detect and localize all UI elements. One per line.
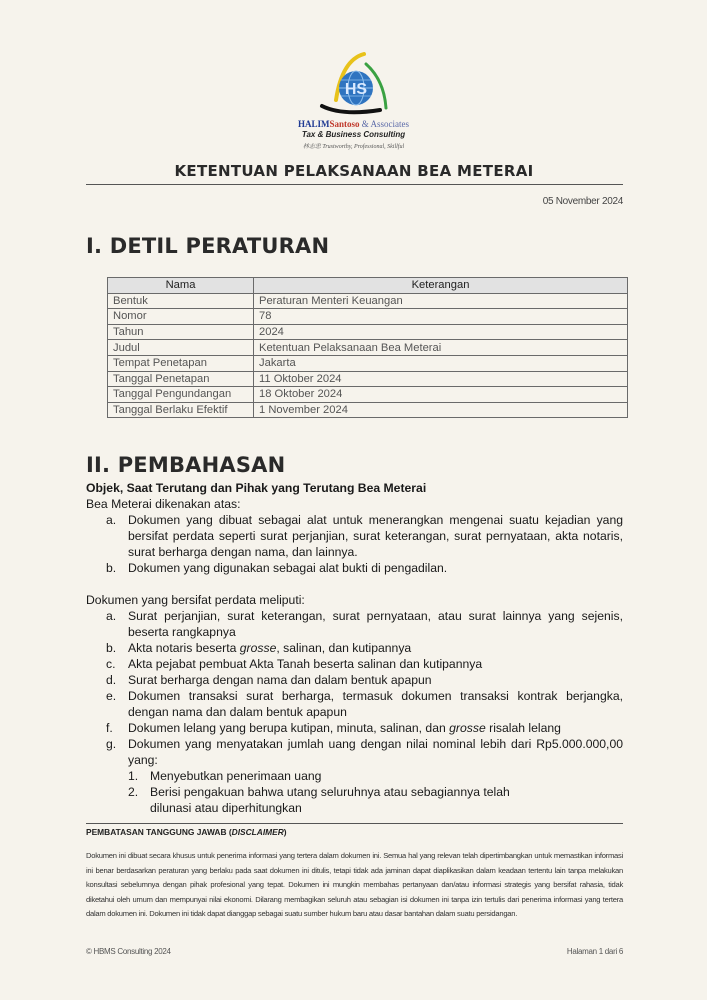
list-item: b. Akta notaris beserta grosse, salinan, dan kutipannya bbox=[106, 641, 412, 655]
list-item: f. Dokumen lelang yang berupa kutipan, minuta, salinan, dan grosse risalah lelang bbox=[106, 721, 561, 735]
table-row bbox=[108, 309, 628, 325]
table-row bbox=[108, 324, 628, 340]
column-header-keterangan: Keterangan bbox=[254, 278, 628, 294]
regulation-details-table bbox=[107, 277, 628, 418]
row-label: Tempat Penetapan bbox=[108, 355, 254, 371]
page-number: Halaman 1 dari 6 bbox=[566, 947, 623, 956]
list-item: d. Surat berharga dengan nama dan dalam bentuk apapun bbox=[106, 673, 432, 687]
row-label: Tanggal Berlaku Efektif bbox=[108, 402, 254, 418]
row-label: Nomor bbox=[108, 309, 254, 325]
list-item: 1. Menyebutkan penerimaan uang bbox=[128, 769, 322, 783]
section-subheading: Objek, Saat Terutang dan Pihak yang Terutang Bea Meterai bbox=[86, 481, 427, 495]
title-divider bbox=[86, 184, 623, 185]
disclaimer-divider bbox=[86, 823, 623, 824]
section-2-body bbox=[86, 480, 623, 816]
sub-list bbox=[128, 768, 623, 816]
document-title: KETENTUAN PELAKSANAAN BEA METERAI bbox=[174, 162, 534, 180]
table-row bbox=[108, 355, 628, 371]
table-row bbox=[108, 340, 628, 356]
row-value: Peraturan Menteri Keuangan bbox=[254, 293, 628, 309]
footer-copyright: © HBMS Consulting 2024 bbox=[86, 947, 171, 956]
row-label: Judul bbox=[108, 340, 254, 356]
document-date: 05 November 2024 bbox=[542, 196, 623, 207]
list-item: g. Dokumen yang menyatakan jumlah uang dengan nilai nominal lebih dari Rp5.000.000,00 yang: 1. Menyebutkan penerimaan uang 2. Berisi pengakuan bahwa utang seluruhnya atau sebagiannya telah dilunasi atau diperhitungkan bbox=[106, 737, 623, 815]
table-row bbox=[108, 402, 628, 418]
svg-text:HS: HS bbox=[344, 81, 367, 98]
list-item: c. Akta pejabat pembuat Akta Tanah beserta salinan dan kutipannya bbox=[106, 657, 483, 671]
section-1-heading: I. DETIL PERATURAN bbox=[86, 234, 330, 258]
disclaimer-title: PEMBATASAN TANGGUNG JAWAB (DISCLAIMER) bbox=[86, 827, 287, 837]
logo-tagline: 林志忠 Trustworthy, Professional, Skillful bbox=[302, 144, 405, 150]
table-header-row bbox=[108, 278, 628, 294]
list-item: a. Dokumen yang dibuat sebagai alat untuk menerangkan mengenai suatu kejadian yang bersifat perdata seperti surat perjanjian, surat keterangan, surat pernyataan, akta notaris, surat berharga dengan nama, dan lainnya. bbox=[106, 513, 623, 559]
row-label: Tanggal Pengundangan bbox=[108, 387, 254, 403]
perdata-list bbox=[106, 608, 623, 816]
table-row bbox=[108, 371, 628, 387]
disclaimer-text: Dokumen ini dibuat secara khusus untuk penerima informasi yang tertera dalam dokumen ini. Semua hal yang relevan telah dipertimbangkan untuk memastikan informasi ini benar berdasarkan peraturan yang berlaku pada saat dokumen ini ditulis, tetapi tidak ada jaminan dapat diaplikasikan dalam keadaan tertentu lain tanpa melakukan konsultasi sebelumnya dengan pihak profesional yang tepat. Dokumen ini mungkin membahas pertanyaan dan/atau informasi strategis yang bersifat rahasia, tidak diketahui oleh umum dan mempunyai nilai ekonomi. Dilarang membagikan seluruh atau sebagian isi dokumen ini tanpa izin tertulis dari penerima informasi yang tertera dalam dokumen ini. Dokumen ini tidak dapat dianggap sebagai suatu sumber hukum baru atau dasar bantahan dalam suatu persidangan. bbox=[86, 851, 623, 918]
object-list bbox=[106, 512, 623, 576]
row-value: Jakarta bbox=[254, 355, 628, 371]
list-item: a. Surat perjanjian, surat keterangan, surat pernyataan, atau surat lainnya yang sejenis, beserta rangkapnya bbox=[106, 609, 623, 639]
company-logo bbox=[0, 50, 707, 150]
column-header-nama: Nama bbox=[108, 278, 254, 294]
globe-logo-icon bbox=[314, 50, 394, 118]
row-value: 1 November 2024 bbox=[254, 402, 628, 418]
row-value: 11 Oktober 2024 bbox=[254, 371, 628, 387]
table-row bbox=[108, 293, 628, 309]
list-item: e. Dokumen transaksi surat berharga, termasuk dokumen transaksi kontrak berjangka, dengan nama dan dalam bentuk apapun bbox=[106, 689, 623, 719]
intro-text: Bea Meterai dikenakan atas: bbox=[86, 497, 241, 511]
row-value: Ketentuan Pelaksanaan Bea Meterai bbox=[254, 340, 628, 356]
row-value: 18 Oktober 2024 bbox=[254, 387, 628, 403]
row-label: Tanggal Penetapan bbox=[108, 371, 254, 387]
section-2-heading: II. PEMBAHASAN bbox=[86, 453, 286, 477]
perdata-intro-text: Dokumen yang bersifat perdata meliputi: bbox=[86, 593, 305, 607]
list-item: b. Dokumen yang digunakan sebagai alat bukti di pengadilan. bbox=[106, 561, 448, 575]
row-label: Bentuk bbox=[108, 293, 254, 309]
logo-subtitle: Tax & Business Consulting bbox=[301, 130, 406, 139]
row-value: 78 bbox=[254, 309, 628, 325]
logo-company-name: HALIMSantoso & Associates bbox=[297, 119, 409, 129]
row-label: Tahun bbox=[108, 324, 254, 340]
table-row bbox=[108, 387, 628, 403]
row-value: 2024 bbox=[254, 324, 628, 340]
list-item: 2. Berisi pengakuan bahwa utang seluruhnya atau sebagiannya telah dilunasi atau diperhitungkan bbox=[128, 785, 510, 815]
